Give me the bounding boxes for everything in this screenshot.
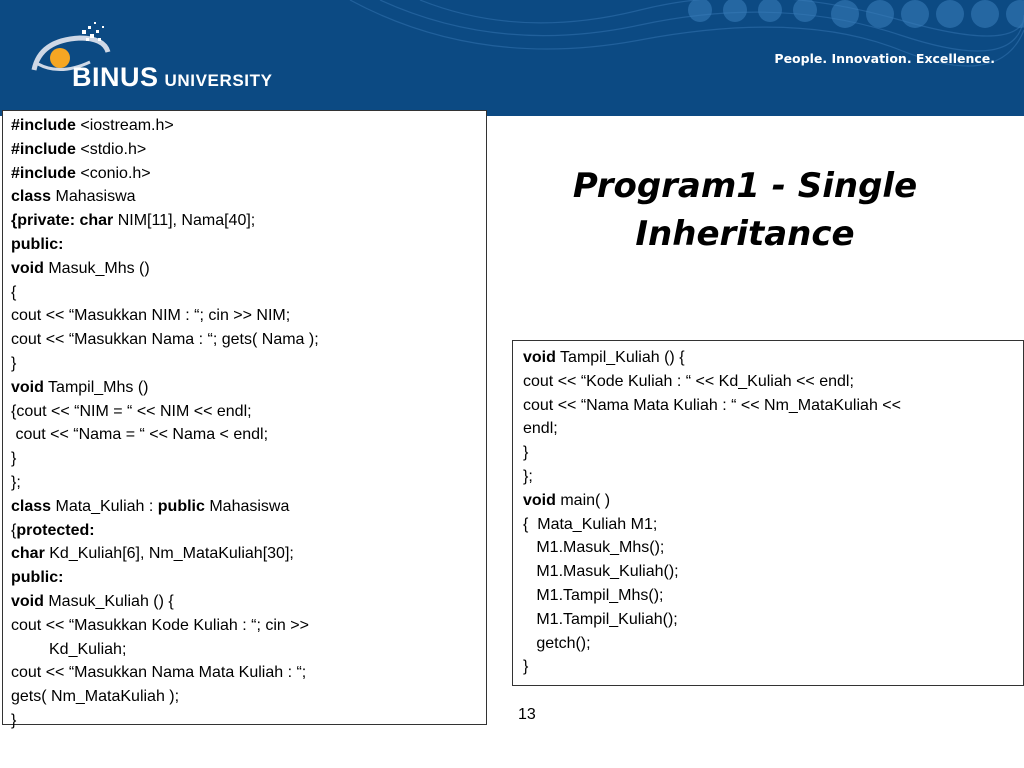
code-keyword: #include xyxy=(11,140,76,158)
code-block-right xyxy=(512,340,1024,686)
code-text: Masuk_Kuliah () { xyxy=(43,592,174,610)
code-text: cout << “Nama = “ << Nama < endl; xyxy=(11,426,269,444)
code-text: Kd_Kuliah[6], Nm_MataKuliah[30]; xyxy=(44,545,294,563)
code-line xyxy=(11,447,478,471)
code-line xyxy=(11,281,478,305)
code-line xyxy=(11,233,478,257)
code-line xyxy=(11,257,478,281)
code-keyword: void xyxy=(523,349,556,366)
code-text: }; xyxy=(523,467,533,485)
code-line xyxy=(11,709,478,733)
code-text: M1.Masuk_Mhs(); xyxy=(523,539,665,557)
code-text: {cout << “NIM = “ << NIM << endl; xyxy=(11,402,252,420)
code-text: Kd_Kuliah; xyxy=(49,640,127,658)
code-keyword: #include xyxy=(11,164,76,182)
code-line xyxy=(11,400,478,424)
code-text: Tampil_Kuliah () { xyxy=(555,349,685,366)
code-text: }; xyxy=(11,473,21,491)
code-text: Tampil_Mhs () xyxy=(43,378,149,396)
code-block-left xyxy=(2,110,487,729)
code-text: } xyxy=(523,444,529,462)
code-keyword: public: xyxy=(11,569,64,587)
code-text: <stdio.h> xyxy=(75,140,147,158)
code-text: getch(); xyxy=(523,634,591,652)
logo-main-text: BINUS xyxy=(72,62,159,92)
code-keyword: public: xyxy=(11,235,64,253)
code-line xyxy=(11,328,478,352)
code-line xyxy=(523,489,1013,513)
code-keyword: void xyxy=(11,259,44,277)
code-text: Masuk_Mhs () xyxy=(43,259,150,277)
code-keyword: void xyxy=(11,592,44,610)
code-keyword: public xyxy=(157,497,205,515)
code-text: { xyxy=(11,283,17,301)
code-line xyxy=(523,370,1013,394)
code-line xyxy=(523,417,1013,441)
logo-sub-text: UNIVERSITY xyxy=(164,71,273,90)
code-keyword: void xyxy=(11,378,44,396)
code-line xyxy=(523,655,1013,679)
code-line xyxy=(523,632,1013,656)
code-line xyxy=(11,519,478,543)
code-line xyxy=(11,209,478,233)
code-line xyxy=(523,394,1013,418)
code-line xyxy=(523,536,1013,560)
code-text: cout << “Masukkan NIM : “; cin >> NIM; xyxy=(11,307,291,325)
code-keyword: class xyxy=(11,497,52,515)
code-text: endl; xyxy=(523,420,558,438)
code-line xyxy=(11,495,478,519)
code-line xyxy=(11,185,478,209)
code-text: { xyxy=(11,521,17,539)
code-text: Mata_Kuliah : xyxy=(51,497,158,515)
code-text: M1.Masuk_Kuliah(); xyxy=(523,563,679,581)
code-line xyxy=(11,614,478,638)
code-keyword: protected: xyxy=(16,521,95,539)
title-line-1: Program1 - Single xyxy=(572,166,918,206)
code-line xyxy=(523,513,1013,537)
code-text: main( ) xyxy=(555,491,611,509)
code-keyword: class xyxy=(11,188,52,206)
code-line xyxy=(11,542,478,566)
code-text: cout << “Kode Kuliah : “ << Kd_Kuliah << endl; xyxy=(523,372,854,390)
code-line xyxy=(11,114,478,138)
code-line xyxy=(11,376,478,400)
code-keyword: void xyxy=(523,491,556,509)
code-text: Mahasiswa xyxy=(204,497,290,515)
code-keyword: char xyxy=(11,545,45,563)
code-line xyxy=(523,608,1013,632)
code-line xyxy=(11,352,478,376)
header-tagline: People. Innovation. Excellence. xyxy=(774,51,995,66)
code-line xyxy=(11,685,478,709)
code-line xyxy=(11,138,478,162)
code-line xyxy=(11,162,478,186)
code-line xyxy=(523,560,1013,584)
code-text: cout << “Masukkan Nama Mata Kuliah : “; xyxy=(11,664,307,682)
title-line-2: Inheritance xyxy=(635,214,855,254)
code-text: gets( Nm_MataKuliah ); xyxy=(11,688,180,706)
page-number: 13 xyxy=(518,706,536,723)
code-text: } xyxy=(11,450,17,468)
code-text: cout << “Masukkan Nama : “; gets( Nama ); xyxy=(11,331,319,349)
code-line xyxy=(11,638,478,662)
code-text: Mahasiswa xyxy=(51,188,136,206)
code-line xyxy=(11,471,478,495)
slide-header xyxy=(0,0,1024,116)
binus-logo xyxy=(20,18,310,104)
code-keyword: {private: char xyxy=(11,212,114,230)
code-line xyxy=(523,346,1013,370)
code-line xyxy=(11,423,478,447)
logo-wordmark xyxy=(72,62,273,93)
code-line xyxy=(11,304,478,328)
code-line xyxy=(523,465,1013,489)
code-text: <conio.h> xyxy=(75,164,151,182)
code-text: <iostream.h> xyxy=(75,117,174,134)
code-text: } xyxy=(11,354,17,372)
code-line xyxy=(523,441,1013,465)
code-line xyxy=(11,661,478,685)
code-line xyxy=(523,584,1013,608)
code-text: { Mata_Kuliah M1; xyxy=(523,515,658,533)
code-keyword: #include xyxy=(11,117,76,134)
code-line xyxy=(11,566,478,590)
code-text: M1.Tampil_Mhs(); xyxy=(523,586,664,604)
code-text: cout << “Masukkan Kode Kuliah : “; cin >> xyxy=(11,616,309,634)
code-line xyxy=(11,590,478,614)
code-text: cout << “Nama Mata Kuliah : “ << Nm_MataKuliah << xyxy=(523,396,901,414)
code-text: M1.Tampil_Kuliah(); xyxy=(523,610,678,628)
code-text: } xyxy=(523,658,529,676)
code-text: } xyxy=(11,711,17,729)
code-text: NIM[11], Nama[40]; xyxy=(113,212,256,230)
slide-title xyxy=(530,162,960,258)
